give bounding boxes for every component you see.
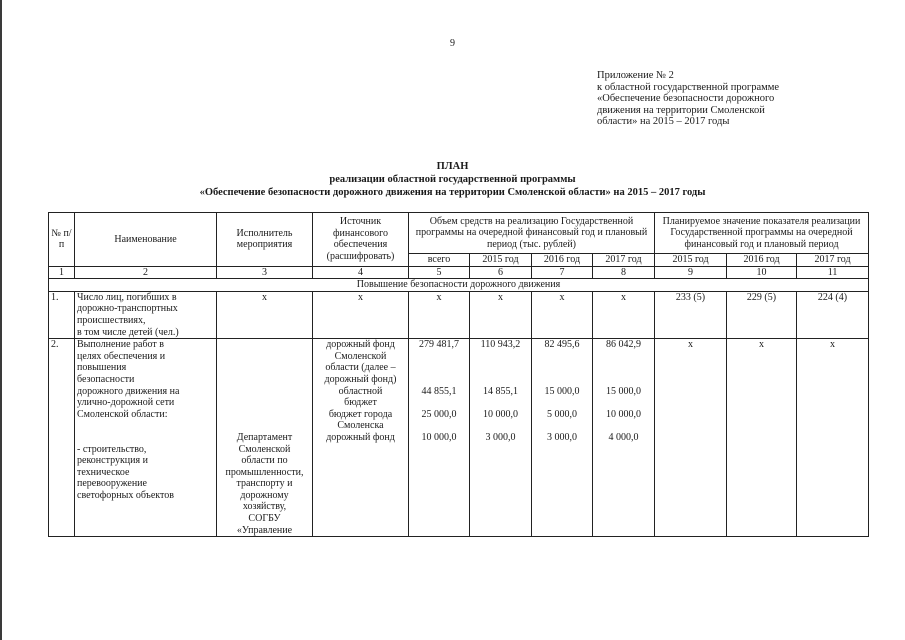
row-total: х	[409, 291, 470, 338]
annex-line: движения на территории Смоленской	[597, 104, 765, 116]
row-total-line: 10 000,0	[421, 431, 457, 443]
scan-edge	[0, 0, 2, 640]
row-2017-line: 86 042,9	[606, 339, 641, 351]
row-2016-line	[534, 397, 590, 409]
row-name	[75, 339, 217, 537]
row-source-line: областной	[338, 385, 383, 397]
annex-line: к областной государственной программе	[597, 81, 780, 93]
col-number: 4	[313, 266, 409, 279]
row-ind-2017: х	[797, 339, 869, 537]
row-2017-line: 15 000,0	[606, 385, 641, 397]
row-executor-line: СОГБУ	[248, 513, 281, 525]
col-number: 1	[49, 266, 75, 279]
table-row	[49, 339, 869, 537]
row-total-line	[411, 420, 467, 432]
row-name-line: светофорных объектов	[77, 489, 174, 501]
table-row	[49, 291, 869, 338]
row-executor-line: Департамент	[236, 431, 293, 443]
row-source-line: дорожный фонд)	[324, 373, 397, 385]
row-2017-line: 4 000,0	[608, 431, 639, 443]
row-2016-line	[534, 351, 590, 363]
row-2016-line: 82 495,6	[544, 339, 580, 351]
row-source-line: области (далее –	[325, 362, 396, 374]
row-executor-line	[219, 409, 310, 421]
row-name-line: повышения	[77, 362, 127, 374]
row-2015-line	[472, 420, 529, 432]
row-2016: х	[532, 291, 593, 338]
row-2017-line	[595, 397, 652, 409]
col-number: 2	[75, 266, 217, 279]
row-executor-line	[219, 351, 310, 363]
header-executor: Исполнитель мероприятия	[217, 213, 313, 267]
row-2017: х	[593, 291, 655, 338]
row-2017	[593, 339, 655, 537]
row-executor-line: области по	[241, 455, 288, 467]
header-total: всего	[409, 254, 470, 267]
section-row	[49, 279, 869, 292]
row-2016	[532, 339, 593, 537]
row-name-line: улично-дорожной сети	[77, 397, 175, 409]
plan-title	[0, 160, 905, 199]
row-executor-line	[219, 397, 310, 409]
row-executor	[217, 339, 313, 537]
title-line-1: ПЛАН	[436, 161, 469, 172]
row-source-line: Смоленска	[337, 420, 384, 432]
header-indicator: Планируемое значение показателя реализации Государственной программы на очередной финансовый год и плановый период	[655, 213, 869, 254]
row-2015-line: 10 000,0	[483, 408, 518, 420]
row-2015-line: 3 000,0	[485, 431, 516, 443]
row-2016-line	[534, 420, 590, 432]
col-number: 5	[409, 266, 470, 279]
annex-line: области» на 2015 – 2017 годы	[597, 116, 730, 127]
row-num: 2.	[49, 339, 75, 537]
row-2015	[470, 339, 532, 537]
col-number: 7	[532, 266, 593, 279]
row-total-line: 279 481,7	[419, 339, 459, 351]
header-name: Наименование	[75, 213, 217, 267]
header-year-2015: 2015 год	[470, 254, 532, 267]
row-source-line: бюджет города	[328, 408, 393, 420]
row-name-line: Число лиц, погибших в	[77, 291, 177, 303]
title-line-3: «Обеспечение безопасности дорожного движения на территории Смоленской области» на 2015 – 2017 годы	[199, 187, 706, 198]
row-executor-line: дорожному	[240, 489, 289, 501]
row-executor-line	[219, 339, 310, 351]
row-executor-line	[219, 374, 310, 386]
row-ind-2015: 233 (5)	[655, 291, 727, 338]
annex-line: «Обеспечение безопасности дорожного	[597, 93, 775, 104]
row-name-line: перевооружение	[77, 478, 147, 490]
col-number: 10	[727, 266, 797, 279]
row-executor-line: хозяйству,	[242, 501, 287, 513]
col-number: 11	[797, 266, 869, 279]
row-total-line: 25 000,0	[421, 408, 457, 420]
row-2017-line	[595, 374, 652, 386]
row-ind-2016: х	[727, 339, 797, 537]
header-ind-2017: 2017 год	[797, 254, 869, 267]
row-2015-line	[472, 362, 529, 374]
row-2016-line	[534, 374, 590, 386]
row-executor-line	[219, 386, 310, 398]
row-source-line: Смоленской	[334, 350, 387, 362]
row-2016-line: 15 000,0	[544, 385, 580, 397]
row-total-line	[411, 374, 467, 386]
row-name-line: в том числе детей (чел.)	[77, 326, 179, 338]
header-funds: Объем средств на реализацию Государственной программы на очередной финансовый год и плановый период (тыс. рублей)	[409, 213, 655, 254]
row-executor-line: транспорту и	[236, 478, 293, 490]
row-name-line: целях обеспечения и	[77, 350, 166, 362]
header-num: № п/п	[49, 213, 75, 267]
row-executor-line: «Управление	[236, 524, 293, 536]
row-name-line: - строительство,	[77, 443, 147, 455]
row-2015: х	[470, 291, 532, 338]
row-name	[75, 291, 217, 338]
row-executor-line: промышленности,	[225, 466, 304, 478]
row-2016-line: 5 000,0	[547, 408, 577, 420]
row-name-line: безопасности	[77, 373, 135, 385]
row-2017-line: 10 000,0	[606, 408, 641, 420]
row-executor: х	[217, 291, 313, 338]
col-number: 9	[655, 266, 727, 279]
row-2015-line: 110 943,2	[480, 339, 521, 351]
section-title: Повышение безопасности дорожного движения	[49, 279, 869, 292]
plan-table	[48, 212, 869, 537]
row-source-line: бюджет	[344, 397, 377, 409]
page-number: 9	[450, 38, 455, 49]
annex-block	[597, 70, 857, 128]
column-number-row	[49, 266, 869, 279]
row-2015-line	[472, 351, 529, 363]
row-name-line	[77, 432, 214, 444]
row-total	[409, 339, 470, 537]
row-num: 1.	[49, 291, 75, 338]
row-2016-line	[534, 362, 590, 374]
col-number: 3	[217, 266, 313, 279]
row-2016-line: 3 000,0	[547, 431, 577, 443]
row-executor-line	[219, 420, 310, 432]
row-executor-line	[219, 362, 310, 374]
row-ind-2016: 229 (5)	[727, 291, 797, 338]
header-row	[49, 213, 869, 254]
row-2015-line	[472, 397, 529, 409]
title-line-2: реализации областной государственной программы	[329, 174, 576, 185]
row-name-line: происшествиях,	[77, 314, 146, 326]
col-number: 8	[593, 266, 655, 279]
row-2017-line	[595, 351, 652, 363]
row-executor-line: Смоленской	[238, 443, 291, 455]
row-name-line: техническое	[77, 466, 130, 478]
header-year-2017: 2017 год	[593, 254, 655, 267]
row-name-line: дорожного движения на	[77, 385, 180, 397]
row-source-line: дорожный фонд	[326, 431, 395, 443]
row-ind-2015: х	[655, 339, 727, 537]
row-2017-line	[595, 420, 652, 432]
row-name-line: Смоленской области:	[77, 408, 168, 420]
row-name-line	[77, 420, 214, 432]
annex-line: Приложение № 2	[597, 70, 674, 81]
row-source-line: дорожный фонд	[326, 339, 395, 351]
header-year-2016: 2016 год	[532, 254, 593, 267]
col-number: 6	[470, 266, 532, 279]
row-total-line	[411, 397, 467, 409]
row-total-line: 44 855,1	[421, 385, 457, 397]
row-total-line	[411, 351, 467, 363]
row-ind-2017: 224 (4)	[797, 291, 869, 338]
row-2015-line	[472, 374, 529, 386]
row-2017-line	[595, 362, 652, 374]
row-name-line: Выполнение работ в	[77, 339, 165, 351]
row-source	[313, 339, 409, 537]
header-ind-2016: 2016 год	[727, 254, 797, 267]
header-ind-2015: 2015 год	[655, 254, 727, 267]
row-total-line	[411, 362, 467, 374]
row-2015-line: 14 855,1	[483, 385, 518, 397]
row-name-line: дорожно-транспортных	[77, 303, 178, 315]
header-source: Источник финансового обеспечения (расшифровать)	[313, 213, 409, 267]
row-source: х	[313, 291, 409, 338]
row-name-line: реконструкция и	[77, 455, 148, 467]
